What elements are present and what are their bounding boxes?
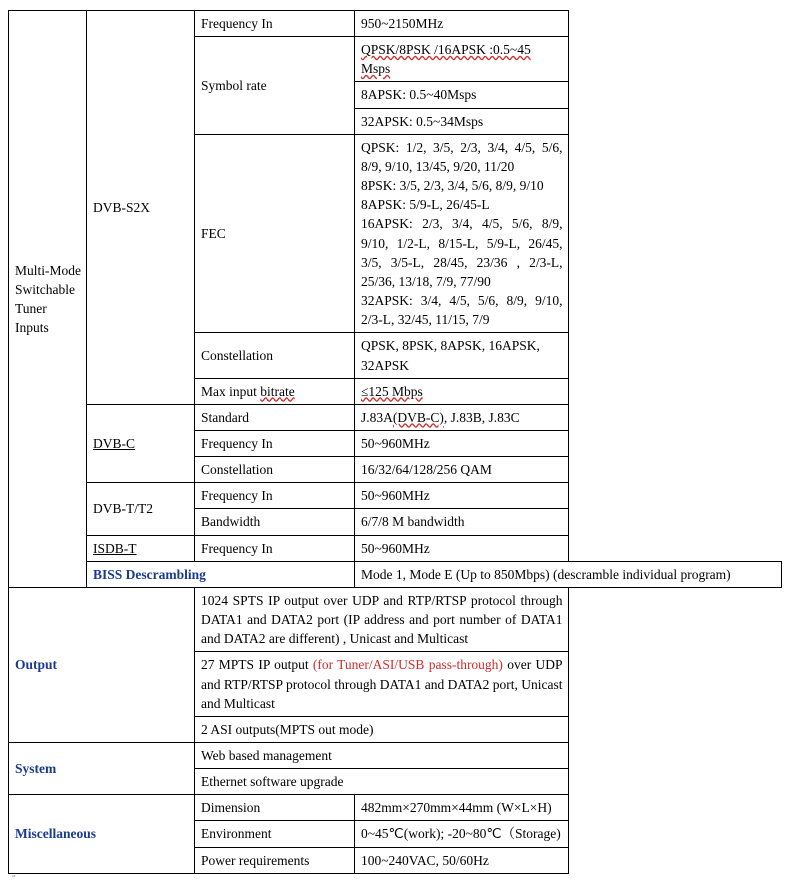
cell-param-constellation-dvbc: Constellation bbox=[195, 457, 355, 483]
cell-value-system-upgrade: Ethernet software upgrade bbox=[195, 769, 569, 795]
cell-value-frequency-in-isdbt: 50~960MHz bbox=[355, 535, 569, 561]
cell-value-symbol-rate-2: 8APSK: 0.5~40Msps bbox=[355, 82, 569, 108]
cell-value-symbol-rate-3: 32APSK: 0.5~34Msps bbox=[355, 108, 569, 134]
cell-value-bandwidth: 6/7/8 M bandwidth bbox=[355, 509, 569, 535]
symbol-rate-line-1: QPSK/8PSK /16APSK :0.5~45 Msps bbox=[361, 42, 531, 77]
cell-value-max-input-bitrate bbox=[355, 378, 569, 404]
max-bitrate-value-text: ≤125 Mbps bbox=[361, 383, 423, 399]
cell-value-biss: Mode 1, Mode E (Up to 850Mbps) (descramble individual program) bbox=[355, 561, 782, 587]
table-row bbox=[9, 535, 782, 561]
cell-value-power: 100~240VAC, 50/60Hz bbox=[355, 847, 569, 873]
specification-table bbox=[8, 10, 782, 874]
cell-param-fec: FEC bbox=[195, 134, 355, 333]
output-mpts-pre: 27 MPTS IP output bbox=[201, 657, 313, 673]
cell-param-bandwidth: Bandwidth bbox=[195, 509, 355, 535]
cell-value-frequency-in-dvbc: 50~960MHz bbox=[355, 430, 569, 456]
cell-value-output-spts: 1024 SPTS IP output over UDP and RTP/RTSP protocol through DATA1 and DATA2 port (IP address and port number of DATA1 and DATA2 are different) , Unicast and Multicast bbox=[195, 587, 569, 651]
cell-param-power: Power requirements bbox=[195, 847, 355, 873]
dvbc-label: DVB-C bbox=[93, 435, 136, 451]
cell-value-constellation-s2x: QPSK, 8PSK, 8APSK, 16APSK, 32APSK bbox=[355, 333, 569, 378]
cell-value-fec bbox=[355, 134, 569, 333]
cell-category-biss: BISS Descrambling bbox=[87, 561, 355, 587]
cell-value-standard: J.83A(DVB-C), J.83B, J.83C bbox=[355, 404, 569, 430]
cell-param-frequency-in: Frequency In bbox=[195, 11, 355, 37]
cell-value-output-asi: 2 ASI outputs(MPTS out mode) bbox=[195, 716, 569, 742]
cell-param-symbol-rate: Symbol rate bbox=[195, 37, 355, 135]
cell-value-frequency-in-dvbt: 50~960MHz bbox=[355, 483, 569, 509]
table-row bbox=[9, 561, 782, 587]
fec-line-5: 32APSK: 3/4, 4/5, 5/6, 8/9, 9/10, 2/3-L, 32/45, 11/15, 7/9 bbox=[361, 293, 563, 328]
max-bitrate-underline: bitrate bbox=[260, 383, 295, 399]
cell-value-frequency-in: 950~2150MHz bbox=[355, 11, 569, 37]
cell-category-system: System bbox=[9, 743, 195, 795]
fec-line-4: 16APSK: 2/3, 3/4, 4/5, 5/6, 8/9, 9/10, 1/2-L, 8/15-L, 5/9-L, 26/45, 3/5, 3/5-L, 28/45, 23/36 , 2/3-L, 25/36, 13/18, 7/9, 77/90 bbox=[361, 216, 563, 289]
table-row bbox=[9, 404, 782, 430]
cell-sub-isdbt bbox=[87, 535, 195, 561]
output-mpts-post: over UDP and RTP/RTSP protocol through DATA1 and DATA2 port, Unicast and Multicast bbox=[201, 657, 563, 711]
cell-value-environment: 0~45℃(work); -20~80℃（Storage) bbox=[355, 821, 569, 847]
fec-line-2: 8PSK: 3/5, 2/3, 3/4, 5/6, 8/9, 9/10 bbox=[361, 178, 544, 194]
cell-sub-dvbs2x: DVB-S2X bbox=[87, 11, 195, 405]
cell-category-output: Output bbox=[9, 587, 195, 742]
table-row bbox=[9, 795, 782, 821]
cell-category-misc: Miscellaneous bbox=[9, 795, 195, 873]
table-row bbox=[9, 11, 782, 37]
footer-mark: ¨ bbox=[12, 872, 16, 885]
cell-param-constellation-s2x: Constellation bbox=[195, 333, 355, 378]
cell-category-tuner: Multi-Mode Switchable Tuner Inputs bbox=[9, 11, 87, 588]
cell-value-constellation-dvbc: 16/32/64/128/256 QAM bbox=[355, 457, 569, 483]
fec-line-1: QPSK: 1/2, 3/5, 2/3, 3/4, 4/5, 5/6, 8/9, 9/10, 13/45, 9/20, 11/20 bbox=[361, 139, 563, 174]
cell-param-environment: Environment bbox=[195, 821, 355, 847]
cell-param-max-input-bitrate: Max input bitrate bbox=[195, 378, 355, 404]
cell-value-output-mpts bbox=[195, 652, 569, 716]
table-row bbox=[9, 483, 782, 509]
cell-param-frequency-in-isdbt: Frequency In bbox=[195, 535, 355, 561]
isdbt-label: ISDB-T bbox=[93, 540, 137, 556]
cell-param-dimension: Dimension bbox=[195, 795, 355, 821]
cell-sub-dvbt: DVB-T/T2 bbox=[87, 483, 195, 535]
cell-sub-dvbc bbox=[87, 404, 195, 482]
cell-param-frequency-in-dvbt: Frequency In bbox=[195, 483, 355, 509]
cell-param-standard: Standard bbox=[195, 404, 355, 430]
cell-param-frequency-in-dvbc: Frequency In bbox=[195, 430, 355, 456]
fec-line-3: 8APSK: 5/9-L, 26/45-L bbox=[361, 197, 490, 213]
output-mpts-highlight: (for Tuner/ASI/USB pass-through) bbox=[312, 657, 503, 673]
table-row bbox=[9, 587, 782, 651]
cell-value-symbol-rate-1 bbox=[355, 37, 569, 82]
table-row bbox=[9, 743, 782, 769]
cell-value-dimension: 482mm×270mm×44mm (W×L×H) bbox=[355, 795, 569, 821]
standard-underline: (DVB-C) bbox=[392, 409, 444, 425]
cell-value-system-web: Web based management bbox=[195, 743, 569, 769]
